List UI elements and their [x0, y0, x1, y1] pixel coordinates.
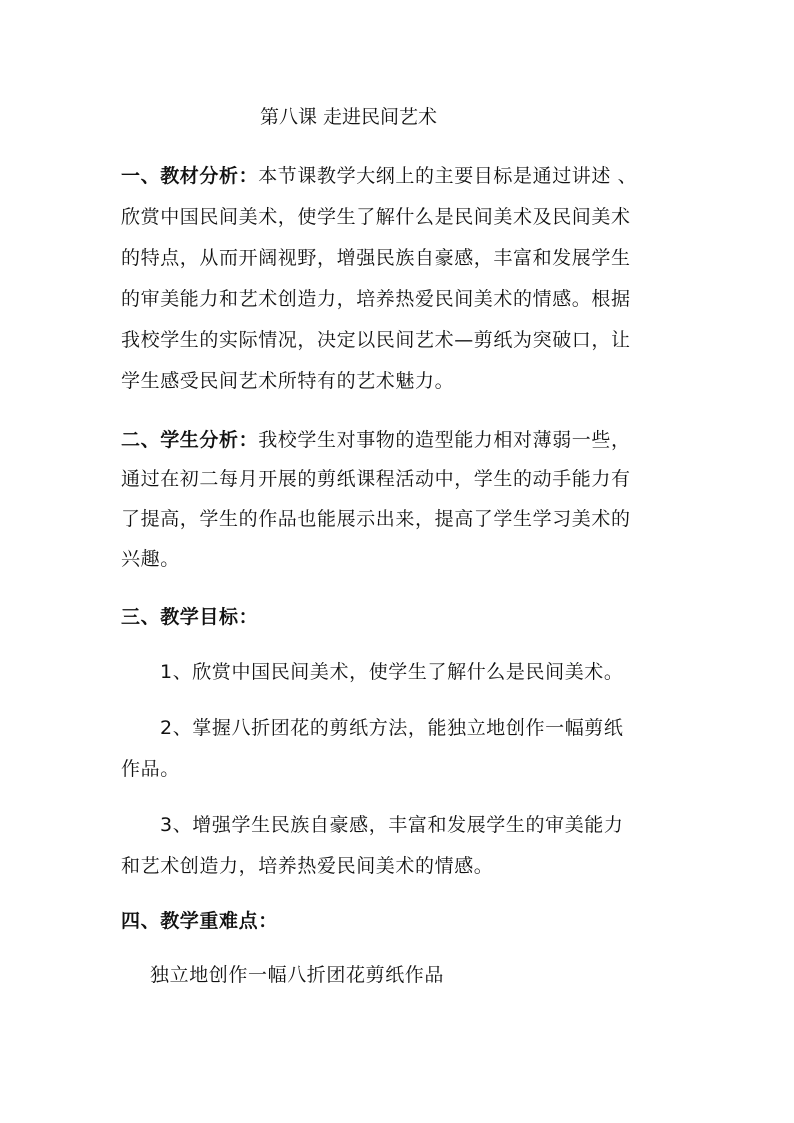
section-1-line: 欣赏中国民间美术，使学生了解什么是民间美术及民间美术	[121, 206, 631, 228]
goal-item-continued: 作品。	[121, 758, 180, 780]
section-2-line: 我校学生对事物的造型能力相对薄弱一些，	[258, 429, 631, 451]
goal-item: 3、增强学生民族自豪感，丰富和发展学生的审美能力	[160, 814, 624, 836]
section-2-line: 了提高，学生的作品也能展示出来，提高了学生学习美术的	[121, 508, 631, 530]
section-2-line: 兴趣。	[121, 548, 180, 570]
section-1-heading: 一、教材分析：	[121, 165, 259, 187]
section-1-line: 的特点，从而开阔视野，增强民族自豪感，丰富和发展学生	[121, 247, 631, 269]
section-1-line: 的审美能力和艺术创造力，培养热爱民间美术的情感。根据	[121, 288, 631, 310]
section-1-first-line	[121, 163, 637, 189]
section-1-line: 学生感受民间艺术所特有的艺术魅力。	[121, 370, 455, 392]
section-4-line: 独立地创作一幅八折团花剪纸作品	[150, 964, 445, 986]
section-1-line: 本节课教学大纲上的主要目标是通过讲述 、	[258, 165, 638, 187]
goal-item: 1、欣赏中国民间美术，使学生了解什么是民间美术。	[160, 661, 624, 683]
goal-item-continued: 和艺术创造力，培养热爱民间美术的情感。	[121, 855, 494, 877]
section-3-heading: 三、教学目标：	[121, 606, 259, 628]
section-1-line: 我校学生的实际情况，决定以民间艺术—剪纸为突破口，让	[121, 329, 631, 351]
section-2-heading: 二、学生分析：	[121, 429, 259, 451]
section-2-first-line	[121, 427, 631, 453]
page-title: 第八课 走进民间艺术	[260, 106, 438, 128]
goal-item: 2、掌握八折团花的剪纸方法，能独立地创作一幅剪纸	[160, 717, 624, 739]
section-4-heading: 四、教学重难点：	[121, 910, 278, 932]
section-2-line: 通过在初二每月开展的剪纸课程活动中，学生的动手能力有	[121, 468, 631, 490]
